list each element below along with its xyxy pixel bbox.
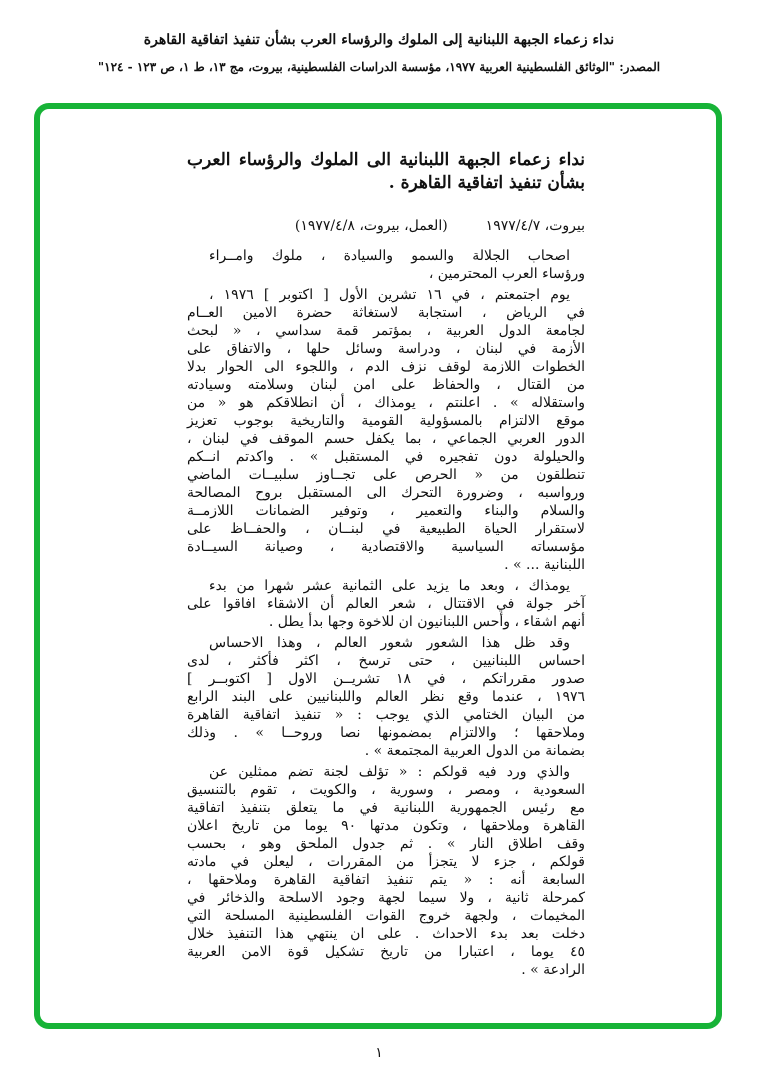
body-line: الأزمة في لبنان ، ودراسة وسائل حلها ، والاتفاق على bbox=[187, 341, 585, 357]
body-line: والسلام والبناء والتعمير ، وتوفير الضمانات اللازمــة bbox=[187, 503, 585, 519]
body-line: والذي ورد فيه قولكم : « تؤلف لجنة تضم ممثلين عن bbox=[209, 764, 570, 780]
body-line: لاستقرار الحياة الطبيعية في لبنــان ، والحفــاظ على bbox=[187, 521, 585, 537]
body-line: لجامعة الدول العربية ، بمؤتمر قمة سداسي ، « لبحث bbox=[187, 323, 585, 339]
body-line: الخطوات اللازمة لوقف نزف الدم ، واللجوء الى الحوار بدلا bbox=[187, 359, 585, 375]
page-number: ١ bbox=[375, 1045, 383, 1061]
dateline bbox=[187, 217, 585, 236]
body-line: يوم اجتمعتم ، في ١٦ تشرين الأول [ اكتوبر ] ١٩٧٦ ، bbox=[209, 287, 570, 303]
body-line: واستقلاله » . اعلنتم ، يومذاك ، أن انطلاقكم هو « من bbox=[187, 395, 585, 411]
body-line: من البيان الختامي الذي يوجب : « تنفيذ اتفاقية القاهرة bbox=[187, 707, 585, 723]
body-line: تنطلقون من « الحرص على تجــاوز سلبيــات الماضي bbox=[187, 467, 585, 483]
body-line: اللبنانية ... » . bbox=[504, 557, 585, 573]
document-title-line-2: بشأن تنفيذ اتفاقية القاهرة . bbox=[388, 173, 585, 193]
body-line: السعودية ، ومصر ، وسورية ، والكويت ، تقوم بالتنسيق bbox=[187, 782, 585, 798]
document-title-line-1: نداء زعماء الجبهة اللبنانية الى الملوك والرؤساء العرب bbox=[187, 150, 585, 170]
body-line: أنهم اشقاء ، وأحس اللبنانيون ان للاخوة وجها بدأ يطل . bbox=[268, 614, 585, 630]
paragraph bbox=[187, 577, 585, 631]
body-line: في الرياض ، استجابة لاستغاثة حضرة الامين العــام bbox=[187, 305, 585, 321]
body-line: قولكم ، جزء لا يتجزأ من المقررات ، ليعلن في مادته bbox=[187, 854, 585, 870]
paragraph bbox=[187, 634, 585, 760]
body-line: مع رئيس الجمهورية اللبنانية في ما يتعلق بتنفيذ اتفاقية bbox=[187, 800, 585, 816]
document-body bbox=[187, 247, 585, 979]
document-text-column bbox=[187, 149, 585, 979]
body-line: كمرحلة ثانية ، ولا سيما لجهة وجود الاسلحة والذخائر في bbox=[187, 890, 585, 906]
body-line: الدور العربي الجماعي ، بما يكفل حسم الموقف في لبنان ، bbox=[187, 431, 585, 447]
body-line: ٤٥ يوما ، اعتبارا من تاريخ تشكيل قوة الامن العربية bbox=[187, 944, 585, 960]
document-title bbox=[187, 149, 585, 195]
body-line: مؤسساته السياسية والاقتصادية ، وصيانة السيــادة bbox=[187, 539, 585, 555]
body-line: دخلت بعد بدء الاحداث . على ان ينتهي هذا التنفيذ خلال bbox=[187, 926, 585, 942]
body-line: وقف اطلاق النار » . ثم جدول الملحق وهو ، بحسب bbox=[187, 836, 585, 852]
dateline-publication: (العمل، بيروت، ١٩٧٧/٤/٨) bbox=[294, 218, 448, 234]
body-line: اصحاب الجلالة والسمو والسيادة ، ملوك وامــراء bbox=[209, 248, 570, 264]
body-line: والحيلولة دون تفجيره في المستقبل » . واكدتم انــكم bbox=[187, 449, 585, 465]
body-line: الرادعة » . bbox=[521, 962, 585, 978]
body-line: ورواسبه ، وضرورة التحرك الى المستقبل بروح المصالحة bbox=[187, 485, 585, 501]
body-line: آخر جولة في الاقتتال ، شعر العالم أن الاشقاء افاقوا على bbox=[187, 596, 585, 612]
document-frame bbox=[34, 103, 722, 1029]
body-line: ١٩٧٦ ، عندما وقع نظر العالم واللبنانيين على البند الرابع bbox=[187, 689, 585, 705]
body-line: يومذاك ، وبعد ما يزيد على الثمانية عشر شهرا من بدء bbox=[209, 578, 570, 594]
body-line: ورؤساء العرب المحترمين ، bbox=[428, 266, 585, 282]
dateline-place-date: بيروت، ١٩٧٧/٤/٧ bbox=[485, 218, 585, 234]
page-title: نداء زعماء الجبهة اللبنانية إلى الملوك والرؤساء العرب بشأن تنفيذ اتفاقية القاهرة bbox=[143, 32, 615, 48]
body-line: بضمانة من الدول العربية المجتمعة » . bbox=[364, 743, 585, 759]
body-line: القاهرة وملاحقها ، وتكون مدتها ٩٠ يوما من تاريخ اعلان bbox=[187, 818, 585, 834]
body-line: من القتال ، والحفاظ على امن لبنان وسلامته وسيادته bbox=[187, 377, 585, 393]
body-line: صدور مقرراتكم ، في ١٨ تشريــن الاول [ اكتوبــر ] bbox=[187, 671, 586, 687]
source-citation: المصدر: "الوثائق الفلسطينية العربية ١٩٧٧، مؤسسة الدراسات الفلسطينية، بيروت، مج ١٣، ط ١، ص ١٢٣ - ١٢٤" bbox=[97, 60, 661, 74]
body-line: وملاحقها ؛ والالتزام بمضمونها نصا وروحــا » . وذلك bbox=[187, 725, 585, 741]
paragraph bbox=[187, 286, 585, 574]
body-line: السابعة أنه : « يتم تنفيذ اتفاقية القاهرة وملاحقها ، bbox=[187, 872, 585, 888]
paragraph bbox=[187, 763, 585, 979]
body-line: وقد ظل هذا الشعور شعور العالم ، وهذا الاحساس bbox=[209, 635, 570, 651]
body-line: احساس اللبنانيين ، حتى ترسخ ، اكثر فأكثر ، لدى bbox=[187, 653, 585, 669]
paragraph bbox=[187, 247, 585, 283]
body-line: موقع الالتزام بالمسؤولية القومية والتاريخية بوجوب تعزيز bbox=[187, 413, 585, 429]
body-line: المخيمات ، ولجهة خروج القوات الفلسطينية المسلحة التي bbox=[187, 908, 585, 924]
